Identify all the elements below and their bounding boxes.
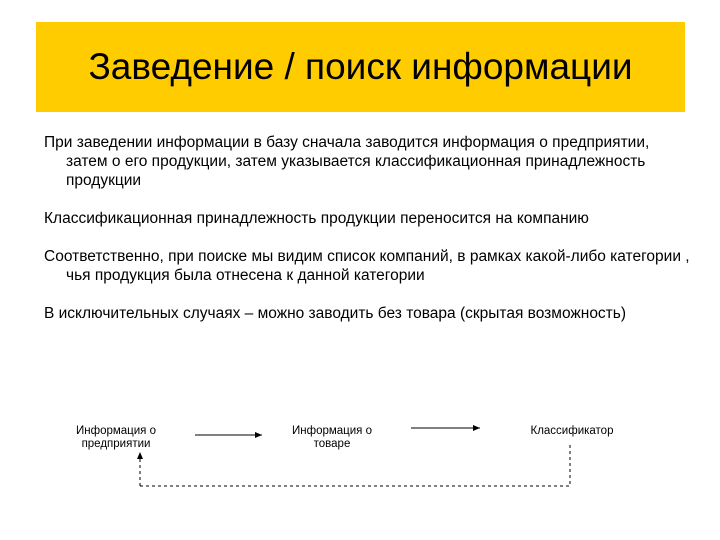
title-bar — [36, 22, 685, 112]
bullet-item: При заведении информации в базу сначала заводится информация о предприятии, затем о его продукции, затем указывается классификационная принадлежность продукции — [44, 134, 650, 189]
node-enterprise-info: Информация о предприятии — [75, 425, 156, 450]
node-classifier: Классификатор — [530, 425, 614, 437]
arrow-classifier-back-to-enterprise — [140, 445, 570, 486]
bullet-list — [44, 133, 694, 323]
node-product-info: Информация о товаре — [291, 425, 372, 450]
bullet-item: Классификационная принадлежность продукции переносится на компанию — [44, 210, 589, 227]
bullet-item: Соответственно, при поиске мы видим список компаний, в рамках какой-либо категории , чья продукция была отнесена к данной категории — [44, 248, 690, 284]
bullet-item: В исключительных случаях – можно заводить без товара (скрытая возможность) — [44, 305, 627, 322]
slide-title: Заведение / поиск информации — [88, 46, 633, 87]
